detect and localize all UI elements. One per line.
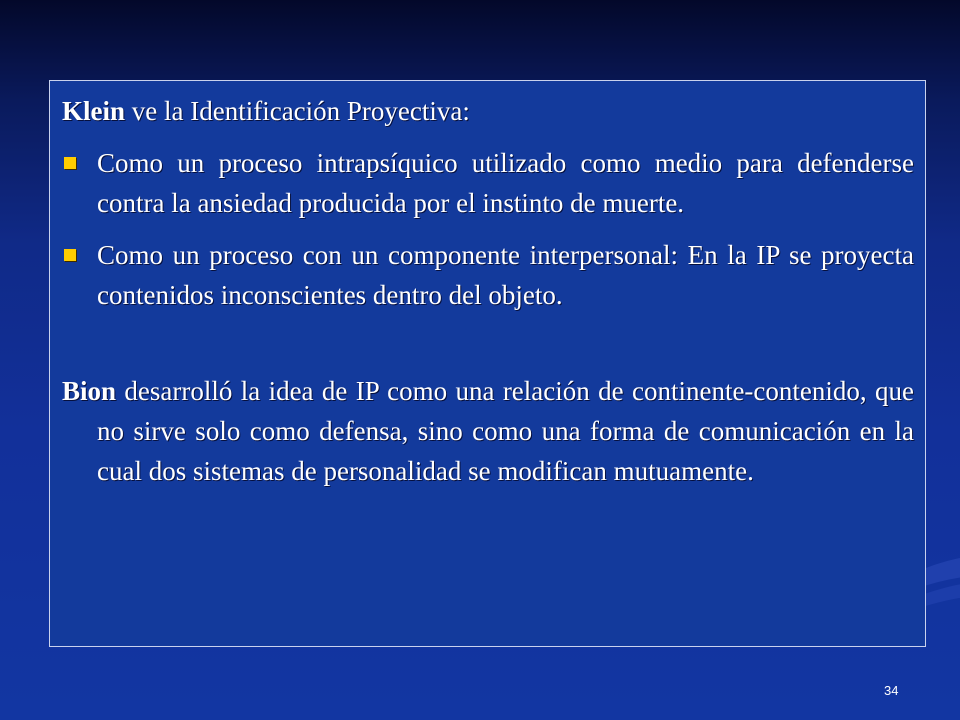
bullet-item-2 bbox=[62, 235, 914, 315]
bion-name: Bion bbox=[62, 376, 117, 406]
content-box bbox=[49, 80, 926, 647]
page-number: 34 bbox=[884, 683, 899, 698]
bion-text: desarrolló la idea de IP como una relación de continente-contenido, que no sirve solo como defensa, sino como una forma de comunicación en la cual dos sistemas de personalidad se modifican mutuamente. bbox=[97, 376, 914, 486]
square-bullet-icon bbox=[64, 157, 76, 169]
bullet-text-2: Como un proceso con un componente interpersonal: En la IP se proyecta contenidos inconscientes dentro del objeto. bbox=[97, 240, 914, 310]
intro-text: ve la Identificación Proyectiva: bbox=[125, 96, 470, 126]
klein-name: Klein bbox=[62, 96, 126, 126]
intro-line bbox=[62, 91, 914, 131]
bion-paragraph bbox=[62, 371, 914, 491]
bullet-item-1 bbox=[62, 143, 914, 223]
bullet-text-1: Como un proceso intrapsíquico utilizado como medio para defenderse contra la ansiedad producida por el instinto de muerte. bbox=[97, 148, 914, 218]
square-bullet-icon bbox=[64, 249, 76, 261]
